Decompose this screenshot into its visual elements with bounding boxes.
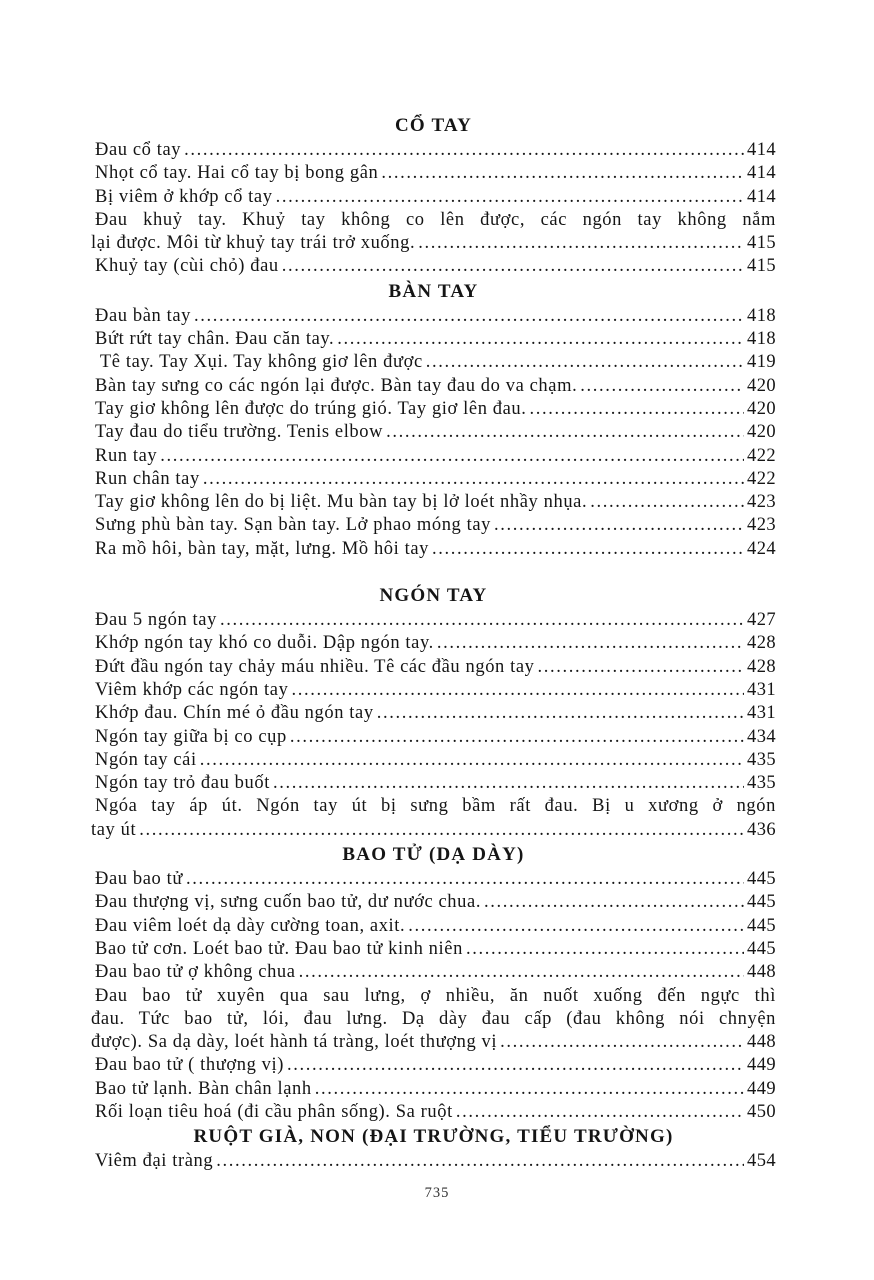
toc-entry bbox=[91, 538, 776, 561]
entry-text: Ra mồ hôi, bàn tay, mặt, lưng. Mồ hôi tay bbox=[95, 538, 430, 559]
entry-text: Khuỷ tay (cùi chỏ) đau bbox=[95, 256, 279, 277]
dot-leader bbox=[494, 514, 744, 537]
entry-line: Đau bao tử xuyên qua sau lưng, ợ nhiều, ăn nuốt xuống đến ngực thì bbox=[95, 985, 776, 1006]
dot-leader bbox=[184, 139, 744, 162]
toc-entry bbox=[91, 726, 776, 749]
section-heading: RUỘT GIÀ, NON (ĐẠI TRƯỜNG, TIỂU TRƯỜNG) bbox=[193, 1126, 674, 1148]
toc-entry bbox=[91, 961, 776, 984]
dot-leader bbox=[500, 1031, 744, 1054]
dot-leader bbox=[160, 445, 744, 468]
dot-leader bbox=[337, 328, 744, 351]
entry-page: 449 bbox=[747, 1055, 776, 1076]
entry-line: Ngóa tay áp út. Ngón tay út bị sưng bầm rất đau. Bị u xương ở ngón bbox=[95, 796, 776, 817]
dot-leader bbox=[200, 749, 744, 772]
entry-text: Khớp ngón tay khó co duỗi. Dập ngón tay. bbox=[95, 633, 434, 654]
toc-entry bbox=[91, 514, 776, 537]
entry-page: 428 bbox=[747, 656, 776, 677]
toc-entry bbox=[91, 445, 776, 468]
toc-entry bbox=[91, 772, 776, 795]
entry-page: 445 bbox=[747, 892, 776, 913]
dot-leader bbox=[426, 351, 744, 374]
dot-leader bbox=[287, 1054, 744, 1077]
dot-leader bbox=[466, 938, 744, 961]
toc-entry bbox=[91, 632, 776, 655]
entry-page: 448 bbox=[747, 1032, 776, 1053]
entry-text: Rối loạn tiêu hoá (đi cầu phân sống). Sa ruột bbox=[95, 1101, 453, 1122]
section-heading: BÀN TAY bbox=[388, 280, 479, 302]
entry-line: Đau khuỷ tay. Khuỷ tay không co lên được, các ngón tay không nắm bbox=[95, 209, 776, 230]
dot-leader bbox=[276, 186, 744, 209]
entry-text: Tay đau do tiểu trường. Tenis elbow bbox=[95, 422, 384, 443]
toc-entry bbox=[91, 305, 776, 328]
entry-line: đau. Tức bao tử, lói, đau lưng. Dạ dày đau cấp (đau không nói chnyện bbox=[91, 1008, 776, 1029]
entry-page: 415 bbox=[747, 233, 776, 254]
entry-page: 431 bbox=[747, 703, 776, 724]
entry-page: 445 bbox=[747, 938, 776, 959]
dot-leader bbox=[484, 891, 744, 914]
section-heading: NGÓN TAY bbox=[379, 585, 488, 607]
entry-text: Nhọt cổ tay. Hai cổ tay bị bong gân bbox=[95, 163, 379, 184]
dot-leader bbox=[432, 538, 744, 561]
entry-page: 454 bbox=[747, 1151, 776, 1172]
entry-page: 423 bbox=[747, 492, 776, 513]
toc-entry bbox=[91, 351, 776, 374]
entry-text: Viêm khớp các ngón tay bbox=[95, 679, 289, 700]
entry-page: 420 bbox=[747, 398, 776, 419]
entry-page: 418 bbox=[747, 329, 776, 350]
dot-leader bbox=[377, 702, 744, 725]
dot-leader bbox=[194, 305, 744, 328]
entry-page: 414 bbox=[747, 163, 776, 184]
toc-entry bbox=[91, 162, 776, 185]
toc-entry bbox=[91, 421, 776, 444]
toc-entry bbox=[91, 702, 776, 725]
entry-page: 423 bbox=[747, 515, 776, 536]
toc-entry bbox=[91, 915, 776, 938]
dot-leader bbox=[418, 232, 744, 255]
entry-text: được). Sa dạ dày, loét hành tá tràng, loét thượng vị bbox=[91, 1032, 498, 1053]
dot-leader bbox=[216, 1150, 744, 1173]
entry-page: 445 bbox=[747, 915, 776, 936]
toc-entry bbox=[91, 468, 776, 491]
entry-page: 431 bbox=[747, 679, 776, 700]
entry-page: 436 bbox=[747, 819, 776, 840]
dot-leader bbox=[530, 398, 745, 421]
entry-text: Sưng phù bàn tay. Sạn bàn tay. Lở phao móng tay bbox=[95, 515, 492, 536]
dot-leader bbox=[203, 468, 744, 491]
dot-leader bbox=[315, 1078, 744, 1101]
entry-page: 435 bbox=[747, 773, 776, 794]
toc-entry bbox=[91, 609, 776, 632]
entry-text: Đau bao tử bbox=[95, 869, 183, 890]
entry-text: Bao tử lạnh. Bàn chân lạnh bbox=[95, 1078, 312, 1099]
dot-leader bbox=[139, 819, 744, 842]
entry-text: Tay giơ không lên do bị liệt. Mu bàn tay bị lở loét nhầy nhụa. bbox=[95, 492, 588, 513]
dot-leader bbox=[386, 421, 744, 444]
entry-page: 445 bbox=[747, 869, 776, 890]
toc-entry bbox=[91, 868, 776, 891]
entry-text: Ngón tay cái bbox=[95, 749, 197, 770]
entry-text: Bàn tay sưng co các ngón lại được. Bàn tay đau do va chạm. bbox=[95, 375, 578, 396]
dot-leader bbox=[590, 491, 744, 514]
entry-text: Run chân tay bbox=[95, 468, 200, 489]
entry-page: 427 bbox=[747, 610, 776, 631]
dot-leader bbox=[186, 868, 744, 891]
entry-text: Đau bàn tay bbox=[95, 305, 191, 326]
entry-text: Khớp đau. Chín mé ỏ đầu ngón tay bbox=[95, 703, 374, 724]
dot-leader bbox=[299, 961, 744, 984]
entry-page: 450 bbox=[747, 1101, 776, 1122]
toc-entry bbox=[91, 255, 776, 278]
toc-entry bbox=[91, 749, 776, 772]
entry-page: 434 bbox=[747, 726, 776, 747]
toc-entry bbox=[91, 1101, 776, 1124]
entry-page: 420 bbox=[747, 375, 776, 396]
dot-leader bbox=[456, 1101, 744, 1124]
section-heading: CỔ TAY bbox=[394, 115, 473, 136]
entry-page: 415 bbox=[747, 256, 776, 277]
dot-leader bbox=[273, 772, 744, 795]
toc-entry bbox=[91, 398, 776, 421]
toc-entry bbox=[91, 1031, 776, 1054]
entry-page: 414 bbox=[747, 140, 776, 160]
toc-entry bbox=[91, 139, 776, 162]
toc-entry bbox=[91, 679, 776, 702]
toc-entry bbox=[91, 375, 776, 398]
toc-entry bbox=[91, 938, 776, 961]
dot-leader bbox=[282, 255, 744, 278]
entry-text: Bị viêm ở khớp cổ tay bbox=[95, 186, 273, 207]
entry-text: Run tay bbox=[95, 445, 158, 466]
toc-entry bbox=[91, 891, 776, 914]
section-heading: BAO TỬ (DẠ DÀY) bbox=[342, 844, 525, 866]
dot-leader bbox=[538, 656, 745, 679]
toc-entry bbox=[91, 491, 776, 514]
toc-entry bbox=[91, 1150, 776, 1173]
toc-entry bbox=[91, 656, 776, 679]
entry-page: 424 bbox=[747, 538, 776, 559]
entry-text: tay út bbox=[91, 819, 137, 840]
toc-entry bbox=[91, 1078, 776, 1101]
entry-text: Đứt đầu ngón tay chảy máu nhiều. Tê các đầu ngón tay bbox=[95, 656, 535, 677]
entry-text: Ngón tay giữa bị co cụp bbox=[95, 726, 287, 747]
entry-page: 420 bbox=[747, 422, 776, 443]
section-gap bbox=[91, 561, 776, 583]
entry-text: Ngón tay trỏ đau buốt bbox=[95, 773, 270, 794]
toc-entry bbox=[91, 1054, 776, 1077]
entry-page: 422 bbox=[747, 445, 776, 466]
entry-page: 418 bbox=[747, 305, 776, 326]
entry-text: Đau 5 ngón tay bbox=[95, 610, 217, 631]
table-of-contents bbox=[91, 113, 776, 1174]
entry-page: 428 bbox=[747, 633, 776, 654]
entry-text: Đau bao tử ( thượng vị) bbox=[95, 1055, 285, 1076]
entry-page: 435 bbox=[747, 749, 776, 770]
entry-text: Bao tử cơn. Loét bao tử. Đau bao tử kinh niên bbox=[95, 938, 463, 959]
dot-leader bbox=[381, 162, 744, 185]
toc-entry bbox=[91, 819, 776, 842]
entry-page: 449 bbox=[747, 1078, 776, 1099]
dot-leader bbox=[290, 726, 744, 749]
entry-text: Tê tay. Tay Xụi. Tay không giơ lên được bbox=[95, 352, 423, 373]
toc-entry bbox=[91, 186, 776, 209]
dot-leader bbox=[437, 632, 744, 655]
dot-leader bbox=[408, 915, 744, 938]
dot-leader bbox=[220, 609, 744, 632]
entry-text: Bứt rứt tay chân. Đau căn tay. bbox=[95, 329, 335, 350]
page-number: 735 bbox=[424, 1185, 450, 1201]
entry-text: Đau viêm loét dạ dày cường toan, axit. bbox=[95, 915, 406, 936]
entry-text: Đau cổ tay bbox=[95, 140, 182, 160]
dot-leader bbox=[291, 679, 744, 702]
entry-text: lại được. Môi từ khuỷ tay trái trở xuống. bbox=[91, 233, 416, 254]
entry-text: Đau thượng vị, sưng cuốn bao tử, dư nước chua. bbox=[95, 892, 482, 913]
entry-page: 448 bbox=[747, 962, 776, 983]
entry-text: Tay giơ không lên được do trúng gió. Tay giơ lên đau. bbox=[95, 398, 527, 419]
entry-page: 419 bbox=[747, 352, 776, 373]
entry-page: 422 bbox=[747, 468, 776, 489]
entry-page: 414 bbox=[747, 186, 776, 207]
dot-leader bbox=[580, 375, 744, 398]
entry-text: Viêm đại tràng bbox=[95, 1151, 214, 1172]
toc-entry bbox=[91, 328, 776, 351]
toc-entry bbox=[91, 232, 776, 255]
entry-text: Đau bao tử ợ không chua bbox=[95, 962, 296, 983]
